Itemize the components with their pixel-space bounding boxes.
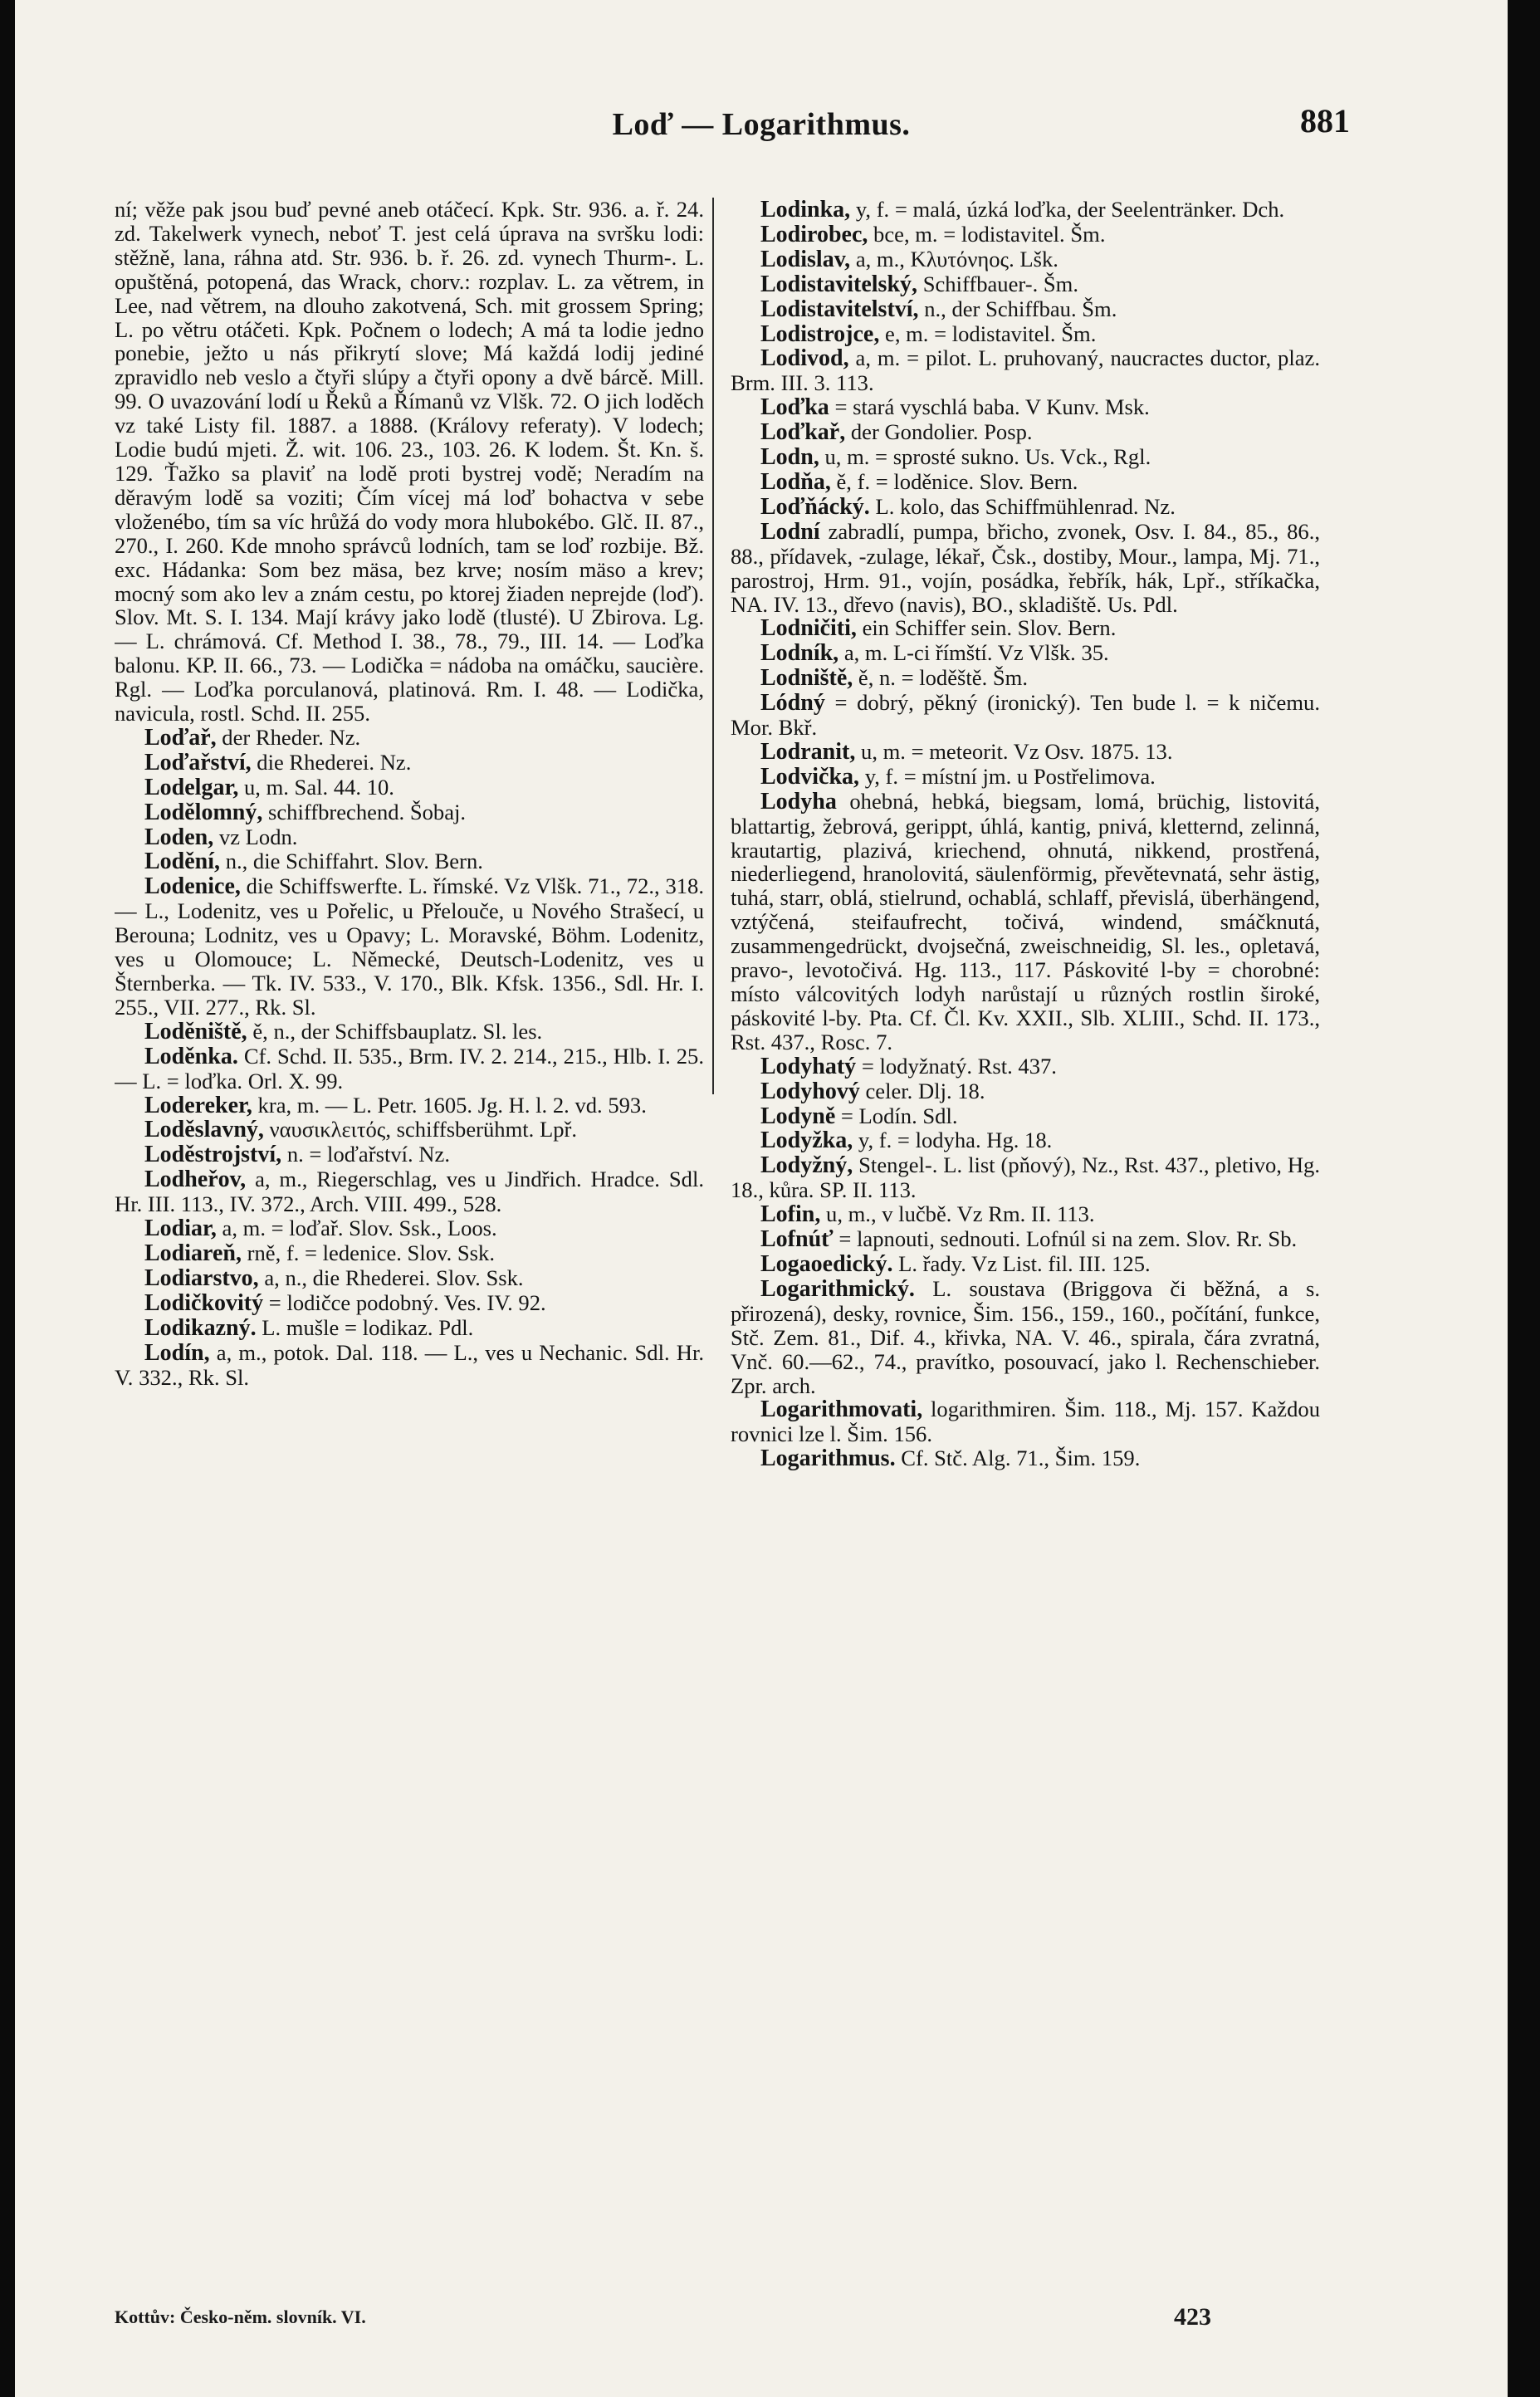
entry-headword: Loďňácký.: [760, 493, 870, 520]
entry-text: ein Schiffer sein. Slov. Bern.: [862, 615, 1117, 641]
dictionary-entry: [115, 874, 704, 1019]
dictionary-entry: [731, 740, 1320, 765]
entry-text: celer. Dlj. 18.: [865, 1078, 985, 1103]
dictionary-entry: [115, 1266, 704, 1291]
entry-text: a, m. L-ci římští. Vz Vlšk. 35.: [843, 640, 1109, 666]
dictionary-entry: [115, 1291, 704, 1316]
dictionary-entry: [731, 1446, 1320, 1471]
entry-text: zabradlí, pumpa, břicho, zvonek, Osv. I. 84., 85., 86., 88., přídavek, -zulage, lékař, Čsk., dostiby, Mour., lampa, Mj. 71., parostroj, Hrm. 91., vojín, posádka, řebřík, hák, Lpř., stříkačka, NA. IV. 13., dřevo (navis), BO., skladiště. Us. Pdl.: [731, 518, 1320, 617]
entry-headword: Lodheřov,: [144, 1167, 247, 1193]
entry-text: die Rhederei. Nz.: [257, 749, 412, 775]
dictionary-entry: [115, 1142, 704, 1167]
dictionary-entry: [115, 849, 704, 874]
dictionary-entry: [731, 691, 1320, 740]
entry-headword: Lodník,: [760, 640, 839, 667]
entry-headword: Lodereker,: [144, 1092, 252, 1118]
dictionary-entry: [115, 800, 704, 825]
dictionary-entry: [731, 297, 1320, 322]
entry-headword: Lodn,: [760, 444, 819, 471]
entry-headword: Lodiarstvo,: [144, 1265, 259, 1291]
entry-text: rně, f. = ledenice. Slov. Ssk.: [247, 1240, 495, 1265]
entry-text: e, m. = lodistavitel. Šm.: [885, 320, 1097, 346]
entry-text: u, m. Sal. 44. 10.: [243, 774, 394, 800]
entry-text: y, f. = malá, úzká loďka, der Seelentränker. Dch.: [855, 198, 1285, 222]
entry-headword: Loden,: [144, 824, 214, 850]
entry-text: ě, n. = loděště. Šm.: [858, 665, 1028, 691]
dictionary-entry: [731, 1227, 1320, 1252]
entry-headword: Lodyžka,: [760, 1128, 853, 1154]
dictionary-entry: [731, 1054, 1320, 1079]
entry-headword: Lodivod,: [760, 345, 849, 372]
dictionary-entry: [115, 726, 704, 751]
entry-text: Cf. Stč. Alg. 71., Šim. 159.: [901, 1446, 1141, 1471]
entry-headword: Loďkař,: [760, 419, 846, 446]
entry-headword: Loďař,: [144, 724, 217, 751]
entry-text: n., der Schiffbau. Šm.: [924, 296, 1117, 321]
entry-headword: Lodyhový: [760, 1078, 860, 1104]
running-head: Loď — Logarithmus.: [612, 107, 911, 142]
entry-headword: Lodniště,: [760, 665, 853, 692]
entry-text: a, m. = pilot. L. pruhovaný, naucractes ductor, plaz. Brm. III. 3. 113.: [731, 345, 1320, 396]
printer-signature: 423: [1174, 2303, 1211, 2331]
dictionary-entry: [731, 495, 1320, 520]
entry-headword: Logarithmický.: [760, 1275, 915, 1302]
entry-text: = dobrý, pěkný (ironický). Ten bude l. = k ničemu. Mor. Bkř.: [731, 690, 1320, 741]
dictionary-entry: [731, 445, 1320, 470]
entry-text: = lodičce podobný. Ves. IV. 92.: [268, 1289, 546, 1315]
entry-headword: Lodranit,: [760, 738, 856, 765]
entry-headword: Lodiareň,: [144, 1240, 242, 1266]
entry-text: ναυσικλειτός, schiffsberühmt. Lpř.: [269, 1117, 578, 1142]
entry-headword: Loděstrojství,: [144, 1142, 282, 1168]
entry-headword: Lodistrojce,: [760, 320, 880, 347]
entry-headword: Loděniště,: [144, 1018, 247, 1044]
entry-headword: Logaoedický.: [760, 1250, 893, 1277]
entry-text: y, f. = místní jm. u Postřelimova.: [864, 763, 1156, 789]
dictionary-entry: [731, 765, 1320, 790]
dictionary-entry: [731, 346, 1320, 395]
dictionary-entry: [115, 775, 704, 800]
entry-text: n. = loďařství. Nz.: [286, 1142, 450, 1167]
page-header: [15, 98, 1508, 156]
entry-headword: Loděslavný,: [144, 1117, 264, 1143]
entry-headword: Lodyhatý: [760, 1053, 857, 1079]
entry-headword: Logarithmus.: [760, 1446, 896, 1472]
entry-text: ní; věže pak jsou buď pevné aneb otáčecí. Kpk. Str. 936. a. ř. 24. zd. Takelwerk vynech, neboť T. jest celá úprava na svršku lodi: stěžně, lana, ráhna atd. Str. 936. b. ř. 26. zd. vynech Thurm-. L. opuštěná, potopená, das Wrack, chorv.: rozplav. L. za větrem, in Lee, nad větrem, na dlouho zakotvená, Sch. mit grossem Spring; L. po větru otáčeti. Kpk. Počnem o lodech; A má ta lodie jedno ponebie, ježto u nás přikrytí slove; Má každá lodij jediné zpravidlo neb veslo a čtyři slúpy a čtyři opony a dvě bárcě. Mill. 99. O uvazování lodí u Řeků a Římanů vz Vlšk. 72. O jich loděch vz také Listy fil. 1887. a 1888. (Královy referaty). V lodech; Lodie budú mjeti. Ž. wit. 106. 23., 103. 26. K lodem. Št. Kn. š. 129. Ťažko sa plaviť na lodě proti bystrej vodě; Neradím na děravým lodě sa voziti; Čím vícej má loď bohactva v sebe vloženébo, tím sa víc hrůžá do vody mora hlubokébo. Glč. II. 87., 270., I. 260. Kde mnoho správců lodních, tam se loď rozbije. Bž. exc. Hádanka: Som bez mäsa, bez krve; nosím mäso a krev; mocný som ako lev a znám cestu, po ktorej žiaden neprejde (loď). Slov. Mt. S. I. 134. Mají krávy jako lodě (tlusté). U Zbirova. Lg. — L. chrámová. Cf. Method I. 38., 78., 79., III. 14. — Loďka balonu. KP. II. 66., 73. — Lodička = nádoba na omáčku, saucière. Rgl. — Loďka porculanová, platinová. Rm. I. 48. — Lodička, navicula, rostl. Schd. II. 255.: [115, 198, 704, 726]
entry-text: a, m., potok. Dal. 118. — L., ves u Nechanic. Sdl. Hr. V. 332., Rk. Sl.: [115, 1339, 704, 1390]
dictionary-entry: [731, 420, 1320, 445]
entry-headword: Lodislav,: [760, 246, 851, 272]
dictionary-entry: [731, 322, 1320, 347]
entry-text: = stará vyschlá baba. V Kunv. Msk.: [834, 394, 1150, 420]
entry-text: L. mušle = lodikaz. Pdl.: [262, 1314, 474, 1340]
entry-headword: Lodění,: [144, 849, 221, 875]
entry-headword: Lodinka,: [760, 198, 851, 223]
entry-text: a, m., Riegerschlag, ves u Jindřich. Hradce. Sdl. Hr. III. 113., IV. 372., Arch. VIII. 499., 528.: [115, 1167, 704, 1217]
entry-headword: Logarithmovati,: [760, 1397, 923, 1423]
entry-headword: Lodikazný.: [144, 1314, 257, 1341]
entry-headword: Lodenice,: [144, 873, 241, 900]
entry-text: schiffbrechend. Šobaj.: [268, 799, 467, 824]
entry-headword: Lodničiti,: [760, 615, 857, 642]
dictionary-entry: [115, 1093, 704, 1118]
entry-headword: Lodělomný,: [144, 799, 263, 825]
dictionary-entry: [731, 1277, 1320, 1398]
entry-text: = Lodín. Sdl.: [840, 1103, 958, 1128]
dictionary-entry: [115, 1341, 704, 1390]
entry-text: u, m. = meteorit. Vz Osv. 1875. 13.: [861, 738, 1173, 764]
dictionary-entry: [115, 825, 704, 850]
dictionary-entry: [115, 751, 704, 775]
dictionary-entry: [115, 1020, 704, 1044]
entry-text: der Rheder. Nz.: [222, 724, 361, 750]
entry-text: ě, n., der Schiffsbauplatz. Sl. les.: [252, 1018, 543, 1044]
entry-headword: Lodiar,: [144, 1216, 217, 1242]
dictionary-entry: [731, 666, 1320, 691]
dictionary-entry: [115, 1044, 704, 1093]
entry-headword: Lodistavitelský,: [760, 271, 918, 297]
page-footer: [15, 2303, 1508, 2348]
dictionary-entry: [731, 1079, 1320, 1104]
entry-headword: Lodín,: [144, 1339, 210, 1366]
entry-headword: Lodelgar,: [144, 774, 239, 800]
entry-text: a, n., die Rhederei. Slov. Ssk.: [264, 1265, 524, 1290]
entry-text: L. řady. Vz List. fil. III. 125.: [898, 1250, 1151, 1276]
entry-text: = lapnouti, sednouti. Lofnúl si na zem. Slov. Rr. Sb.: [838, 1226, 1298, 1252]
entry-headword: Lodičkovitý: [144, 1289, 264, 1316]
entry-text: L. soustava (Briggova či běžná, a s. přirozená), desky, rovnice, Šim. 156., 159., 160., počítání, funkce, Stč. Zem. 81., Dif. 4., křivka, NA. V. 46., spirala, čára zvratná, Vnč. 60.—62., 74., pravítko, posouvací, jako l. Rechenschieber. Zpr. arch.: [731, 1275, 1320, 1398]
entry-text: bce, m. = lodistavitel. Šm.: [873, 221, 1106, 247]
entry-headword: Loděnka.: [144, 1043, 238, 1069]
column-divider: [712, 198, 714, 1094]
dictionary-entry: [731, 641, 1320, 666]
entry-text: L. kolo, das Schiffmühlenrad. Nz.: [875, 493, 1176, 519]
entry-headword: Lódný: [760, 690, 825, 717]
entry-text: ě, f. = loděnice. Slov. Bern.: [836, 468, 1078, 494]
footer-source: Kottův: Česko-něm. slovník. VI.: [115, 2307, 366, 2327]
entry-headword: Lofin,: [760, 1201, 821, 1228]
entry-headword: Loďařství,: [144, 749, 252, 775]
dictionary-entry: [731, 198, 1320, 223]
dictionary-entry: [731, 247, 1320, 272]
dictionary-entry: [115, 1167, 704, 1216]
entry-headword: Loďka: [760, 394, 829, 421]
entry-headword: Lodistavitelství,: [760, 296, 919, 322]
dictionary-entry: [731, 395, 1320, 420]
dictionary-entry: [731, 223, 1320, 247]
entry-text: vz Lodn.: [218, 824, 298, 849]
left-column: [115, 198, 704, 2290]
entry-headword: Lodyně: [760, 1103, 836, 1129]
entry-headword: Lodirobec,: [760, 221, 868, 247]
dictionary-entry: [115, 1316, 704, 1341]
dictionary-entry: [731, 616, 1320, 641]
dictionary-entry: [115, 1118, 704, 1142]
dictionary-entry: [731, 1153, 1320, 1202]
entry-headword: Lodvička,: [760, 763, 860, 790]
entry-text: = lodyžnatý. Rst. 437.: [861, 1053, 1057, 1079]
entry-text: Cf. Schd. II. 535., Brm. IV. 2. 214., 215., Hlb. I. 25. — L. = loďka. Orl. X. 99.: [115, 1043, 704, 1093]
entry-text: a, m. = loďař. Slov. Ssk., Loos.: [222, 1216, 497, 1241]
dictionary-entry: [731, 1397, 1320, 1446]
entry-text: y, f. = lodyha. Hg. 18.: [858, 1128, 1053, 1153]
dictionary-entry: [115, 1241, 704, 1266]
entry-headword: Lodňa,: [760, 468, 831, 495]
entry-text: ohebná, hebká, biegsam, lomá, brüchig, listovitá, blattartig, žebrová, gerippt, úhlá, kantig, pnivá, kletternd, zelinná, krautartig, plazivá, kriechend, ohnutá, nikkend, prostřená, niederliegend, hranolovitá, säulenförmig, převětevnatá, sehr ästig, tuhá, starr, oblá, stielrund, ochablá, schlaff, převislá, überhängend, vztýčená, steifaufrecht, točivá, windend, smáčknutá, zusammengedrückt, dvojsečná, zweischneidig, Sl. les., opletavá, pravo-, levotočivá. Hg. 113., 117. Páskovité l-by = chorobné: místo válcovitých lodyh narůstají u různých rostlin široké, páskovité l-by. Pta. Cf. Čl. Kv. XXII., Slb. XLIII., Schd. II. 173., Rst. 437., Rosc. 7.: [731, 788, 1320, 1054]
page-number: 881: [1300, 102, 1350, 139]
dictionary-entry: [731, 790, 1320, 1054]
entry-text: der Gondolier. Posp.: [850, 419, 1033, 445]
right-column: [731, 198, 1320, 2290]
entry-headword: Lodyha: [760, 788, 837, 814]
dictionary-entry: [731, 1128, 1320, 1153]
entry-headword: Lodní: [760, 518, 820, 545]
entry-text: Stengel-. L. list (pňový), Nz., Rst. 437., pletivo, Hg. 18., kůra. SP. II. 113.: [731, 1152, 1320, 1203]
dictionary-entry: [731, 1104, 1320, 1129]
dictionary-entry: [731, 520, 1320, 617]
dictionary-entry: [731, 1202, 1320, 1227]
entry-text: Schiffbauer-. Šm.: [922, 271, 1078, 296]
entry-text: die Schiffswerfte. L. římské. Vz Vlšk. 71., 72., 318. — L., Lodenitz, ves u Pořelic, u Přelouče, u Nového Strašecí, u Berouna; Lodnitz, ves u Opavy; L. Moravské, Böhm. Lodenitz, ves u Olomouce; L. Německé, Deutsch-Lodenitz, ves u Šternberka. — Tk. IV. 533., V. 170., Blk. Kfsk. 1356., Sdl. Hr. I. 255., VII. 277., Rk. Sl.: [115, 873, 704, 1020]
entry-headword: Lofnúť: [760, 1226, 834, 1253]
dictionary-entry: [115, 198, 704, 726]
entry-text: logarithmiren. Šim. 118., Mj. 157. Každou rovnici lze l. Šim. 156.: [731, 1397, 1320, 1447]
dictionary-page: [15, 0, 1508, 2397]
entry-text: a, m., Κλυτόνηος. Lšk.: [855, 246, 1058, 271]
entry-text: u, m. = sprosté sukno. Us. Vck., Rgl.: [824, 444, 1151, 470]
dictionary-entry: [115, 1216, 704, 1241]
entry-text: kra, m. — L. Petr. 1605. Jg. H. l. 2. vd. 593.: [257, 1092, 647, 1118]
dictionary-entry: [731, 272, 1320, 297]
entry-headword: Lodyžný,: [760, 1152, 853, 1179]
dictionary-entry: [731, 470, 1320, 495]
entry-text: n., die Schiffahrt. Slov. Bern.: [225, 849, 483, 874]
dictionary-entry: [731, 1252, 1320, 1277]
entry-text: u, m., v lučbě. Vz Rm. II. 113.: [826, 1201, 1095, 1227]
